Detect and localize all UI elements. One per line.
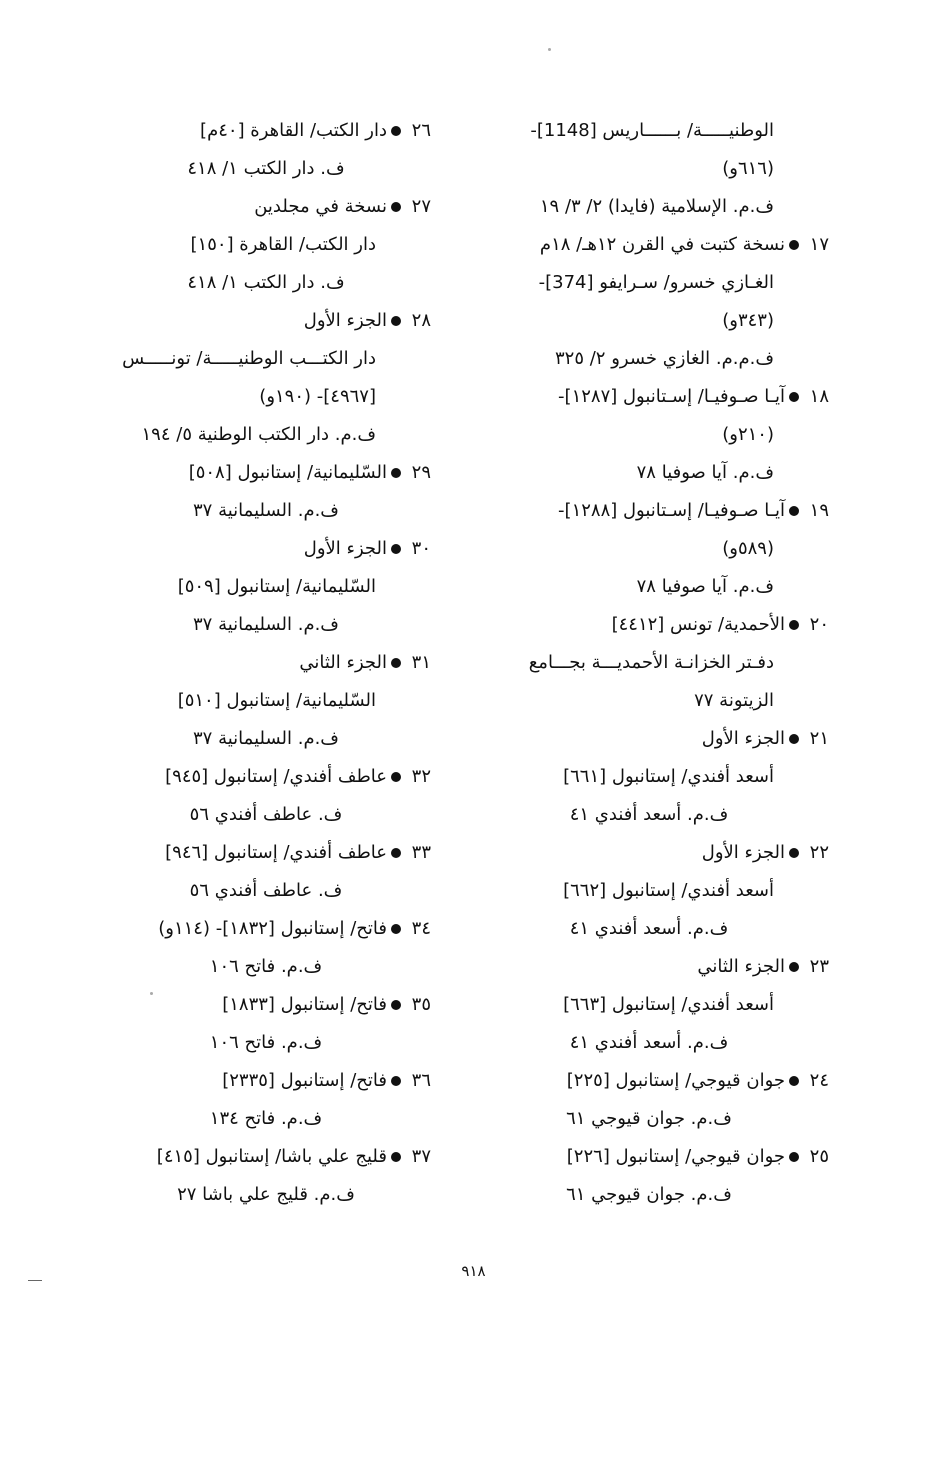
entry-detail <box>469 1024 829 1062</box>
entry-detail <box>469 302 829 340</box>
detail-text: الزيتونة ٧٧ <box>694 690 774 711</box>
scan-speck <box>150 992 153 995</box>
entry-detail <box>101 340 431 378</box>
detail-text: ف.م. جوان قيوجي ٦١ <box>566 1108 732 1129</box>
bullet-icon <box>789 734 799 744</box>
catalog-entry <box>101 188 431 226</box>
entry-detail <box>101 682 431 720</box>
detail-text: (٢١٠و) <box>722 424 774 445</box>
entry-number: ٢٥ <box>809 1146 829 1167</box>
entry-detail <box>469 644 829 682</box>
catalog-entry <box>469 948 829 986</box>
entry-detail <box>101 264 431 302</box>
catalog-entry <box>469 606 829 644</box>
bullet-icon <box>789 1076 799 1086</box>
detail-text: الوطنيـــــة/ بــــــاريس [1148]- <box>530 120 774 141</box>
entry-number: ٢٠ <box>809 614 829 635</box>
catalog-entry <box>101 834 431 872</box>
detail-text: [٤٩٦٧]- (١٩٠و) <box>259 386 376 407</box>
catalog-entry <box>469 1062 829 1100</box>
entry-detail <box>101 568 431 606</box>
bullet-icon <box>391 316 401 326</box>
detail-text: (٦١٦و) <box>722 158 774 179</box>
bullet-icon <box>391 848 401 858</box>
detail-text: أسعد أفندي/ إستانبول [٦٦١] <box>563 766 774 787</box>
detail-text: ف.م. فاتح ١٠٦ <box>209 956 323 977</box>
detail-text: ف.م. الإسلامية (فايدا) ٢/ ٣/ ١٩ <box>539 196 774 217</box>
detail-text: ف.م. السليمانية ٣٧ <box>193 614 339 635</box>
entry-number: ١٧ <box>809 234 829 255</box>
right-column <box>469 112 829 1214</box>
entry-number: ٢٢ <box>809 842 829 863</box>
entry-text: جوان قيوجي/ إستانبول [٢٢٥] <box>566 1070 785 1091</box>
entry-detail <box>469 682 829 720</box>
entry-number: ٣٢ <box>411 766 431 787</box>
entry-text: الأحمدية/ تونس [٤٤١٢] <box>611 614 785 635</box>
entry-number: ٣٤ <box>411 918 431 939</box>
entry-number: ٣٣ <box>411 842 431 863</box>
entry-text: فاتح/ إستانبول [٢٣٣٥] <box>222 1070 387 1091</box>
entry-text: آيـا صـوفيـا/ إسـتانبول [١٢٨٧]- <box>558 386 785 407</box>
bullet-icon <box>789 506 799 516</box>
catalog-entry <box>101 1062 431 1100</box>
detail-text: ف. دار الكتب ١/ ٤١٨ <box>187 158 345 179</box>
margin-mark <box>28 1280 42 1281</box>
detail-text: الغـازي خسرو/ سـرايفو [374]- <box>538 272 774 293</box>
bullet-icon <box>391 1152 401 1162</box>
catalog-entry <box>469 1138 829 1176</box>
detail-text: (٣٤٣و) <box>722 310 774 331</box>
detail-text: أسعد أفندي/ إستانبول [٦٦٣] <box>563 994 774 1015</box>
catalog-entry <box>469 226 829 264</box>
catalog-entry <box>101 112 431 150</box>
detail-text: ف. دار الكتب ١/ ٤١٨ <box>187 272 345 293</box>
entry-detail <box>469 416 829 454</box>
entry-text: الجزء الأول <box>303 310 387 331</box>
entry-text: الجزء الأول <box>701 842 785 863</box>
page-number: ٩١٨ <box>461 1262 486 1280</box>
entry-text: السّليمانية/ إستانبول [٥٠٨] <box>188 462 387 483</box>
catalog-entry <box>101 758 431 796</box>
entry-number: ١٩ <box>809 500 829 521</box>
bullet-icon <box>391 126 401 136</box>
entry-detail <box>469 454 829 492</box>
catalog-entry <box>101 644 431 682</box>
entry-detail <box>469 264 829 302</box>
detail-text: ف.م. السليمانية ٣٧ <box>193 500 339 521</box>
entry-text: عاطف أفندي/ إستانبول [٩٤٦] <box>165 842 387 863</box>
entry-text: دار الكتب/ القاهرة [٤٠م] <box>200 120 387 141</box>
detail-text: ف.م.م. الغازي خسرو ٢/ ٣٢٥ <box>554 348 774 369</box>
bullet-icon <box>391 658 401 668</box>
catalog-entry <box>101 530 431 568</box>
entry-number: ٢٤ <box>809 1070 829 1091</box>
bullet-icon <box>789 620 799 630</box>
detail-text: السّليمانية/ إستانبول [٥٠٩] <box>177 576 376 597</box>
entry-detail <box>469 910 829 948</box>
bullet-icon <box>789 1152 799 1162</box>
entry-detail <box>469 872 829 910</box>
entry-text: عاطف أفندي/ إستانبول [٩٤٥] <box>165 766 387 787</box>
entry-text: آيـا صـوفيـا/ إسـتانبول [١٢٨٨]- <box>558 500 785 521</box>
catalog-entry <box>101 454 431 492</box>
entry-number: ٣٠ <box>411 538 431 559</box>
entry-detail <box>101 606 431 644</box>
entry-text: الجزء الثاني <box>299 652 387 673</box>
detail-text: ف.م. أسعد أفندي ٤١ <box>569 804 729 825</box>
scan-speck <box>548 48 551 51</box>
entry-detail <box>469 568 829 606</box>
bullet-icon <box>391 202 401 212</box>
detail-text: ف.م. أسعد أفندي ٤١ <box>569 1032 729 1053</box>
entry-number: ٢٨ <box>411 310 431 331</box>
catalog-entry <box>469 492 829 530</box>
entry-detail <box>101 948 431 986</box>
detail-text: ف.م. السليمانية ٣٧ <box>193 728 339 749</box>
bullet-icon <box>391 772 401 782</box>
entry-detail <box>101 1100 431 1138</box>
catalog-entry <box>101 302 431 340</box>
bullet-icon <box>789 962 799 972</box>
entry-text: فاتح/ إستانبول [١٨٣٢]- (١١٤و) <box>158 918 387 939</box>
entry-number: ٢٣ <box>809 956 829 977</box>
catalog-entry <box>101 910 431 948</box>
entry-detail <box>101 796 431 834</box>
detail-text: دفـتر الخزانـة الأحمديـــة بجـــامع <box>528 652 774 673</box>
catalog-entry <box>101 1138 431 1176</box>
entry-text: نسخة في مجلدين <box>254 196 387 217</box>
detail-text: دار الكتـــب الوطنيـــــة/ تونـــــس <box>122 348 376 369</box>
left-column <box>101 112 431 1214</box>
catalog-entry <box>469 834 829 872</box>
catalog-entry <box>469 378 829 416</box>
entry-text: جوان قيوجي/ إستانبول [٢٢٦] <box>566 1146 785 1167</box>
entry-number: ٢٩ <box>411 462 431 483</box>
entry-detail <box>101 378 431 416</box>
entry-text: قليج علي باشا/ إستانبول [٤١٥] <box>156 1146 387 1167</box>
detail-text: ف.م. فاتح ١٣٤ <box>209 1108 323 1129</box>
bullet-icon <box>391 544 401 554</box>
detail-text: ف.م. أسعد أفندي ٤١ <box>569 918 729 939</box>
entry-number: ٢٦ <box>411 120 431 141</box>
entry-number: ٣٥ <box>411 994 431 1015</box>
bullet-icon <box>789 392 799 402</box>
catalog-entry <box>469 720 829 758</box>
entry-text: الجزء الثاني <box>697 956 785 977</box>
entry-number: ١٨ <box>809 386 829 407</box>
detail-text: ف. عاطف أفندي ٥٦ <box>189 804 343 825</box>
entry-text: فاتح/ إستانبول [١٨٣٣] <box>222 994 387 1015</box>
entry-detail <box>101 1176 431 1214</box>
detail-text: أسعد أفندي/ إستانبول [٦٦٢] <box>563 880 774 901</box>
bullet-icon <box>391 924 401 934</box>
entry-detail <box>469 986 829 1024</box>
bullet-icon <box>391 1076 401 1086</box>
bullet-icon <box>789 848 799 858</box>
entry-detail <box>469 530 829 568</box>
detail-text: ف.م. آيا صوفيا ٧٨ <box>636 576 774 597</box>
detail-text: (٥٨٩و) <box>722 538 774 559</box>
entry-detail <box>469 1176 829 1214</box>
entry-continuation <box>469 112 829 150</box>
entry-detail <box>101 1024 431 1062</box>
detail-text: ف. عاطف أفندي ٥٦ <box>189 880 343 901</box>
entry-detail <box>469 758 829 796</box>
detail-text: ف.م. قليج علي باشا ٢٧ <box>177 1184 355 1205</box>
entry-detail <box>101 492 431 530</box>
entry-number: ٣١ <box>411 652 431 673</box>
entry-detail <box>101 416 431 454</box>
entry-detail <box>101 226 431 264</box>
entry-number: ٣٦ <box>411 1070 431 1091</box>
entry-detail <box>469 796 829 834</box>
detail-text: ف.م. فاتح ١٠٦ <box>209 1032 323 1053</box>
entry-number: ٢١ <box>809 728 829 749</box>
detail-text: ف.م. دار الكتب الوطنية ٥/ ١٩٤ <box>141 424 376 445</box>
entry-detail <box>469 1100 829 1138</box>
entry-detail <box>101 872 431 910</box>
entry-detail <box>101 150 431 188</box>
entry-detail <box>469 340 829 378</box>
entry-detail <box>101 720 431 758</box>
bullet-icon <box>789 240 799 250</box>
entry-text: الجزء الأول <box>701 728 785 749</box>
bullet-icon <box>391 468 401 478</box>
bullet-icon <box>391 1000 401 1010</box>
entry-text: نسخة كتبت في القرن ١٢هـ/ ١٨م <box>539 234 785 255</box>
entry-number: ٣٧ <box>411 1146 431 1167</box>
entry-detail <box>469 188 829 226</box>
entry-text: الجزء الأول <box>303 538 387 559</box>
detail-text: السّليمانية/ إستانبول [٥١٠] <box>177 690 376 711</box>
detail-text: دار الكتب/ القاهرة [١٥٠] <box>190 234 376 255</box>
detail-text: ف.م. آيا صوفيا ٧٨ <box>636 462 774 483</box>
entry-detail <box>469 150 829 188</box>
entry-number: ٢٧ <box>411 196 431 217</box>
detail-text: ف.م. جوان قيوجي ٦١ <box>566 1184 732 1205</box>
